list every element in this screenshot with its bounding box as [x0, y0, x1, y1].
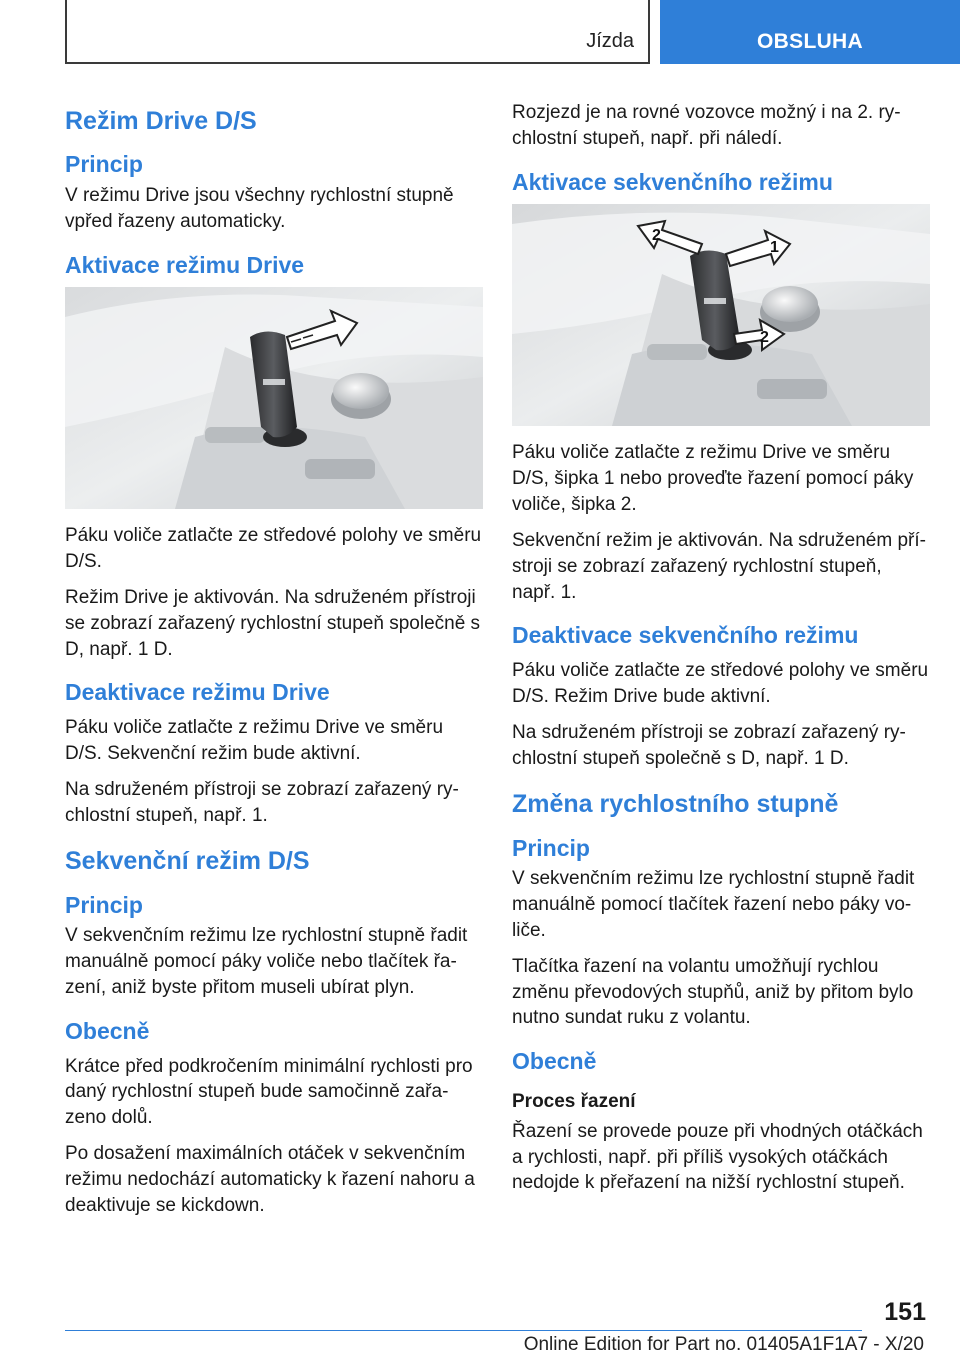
arrow-label-2-bottom: 2 [760, 329, 769, 347]
activate-seq-text: Sekvenční režim je aktivován. Na sdruženém přístroji se zobrazí zařazený rychlostní stupeň, např. 1. [512, 529, 926, 603]
heading-sequential-mode: Sekvenční režim D/S [65, 847, 310, 876]
page-number: 151 [884, 1298, 926, 1326]
chapter-title: Jízda [586, 30, 634, 52]
change-princip-text-2: Tlačítka řazení na volantu umožňují rychlou změnu převodových stupňů, aniž by přitom bylo nutno sundat ruku z volantu. [512, 955, 914, 1029]
obecne-text-2: Po dosažení maximálních otáček v sekvenčním režimu nedochází automaticky k řazení nahoru a deaktivuje se kickdown. [65, 1143, 475, 1216]
left-column [65, 100, 483, 1229]
activate-seq-caption: Páku voliče zatlačte z režimu Drive ve směru D/S, šipka 1 nebo proveďte řazení pomocí páky voliče, šipka 2. [512, 442, 914, 516]
intro-text: Rozjezd je na rovné vozovce možný i na 2. rychlostní stupeň, např. při náledí. [512, 102, 901, 149]
deactivate-drive-text-1: Páku voliče zatlačte z režimu Drive ve směru D/S. Sekvenční režim bude aktivní. [65, 717, 444, 764]
obecne-text-1: Krátce před podkročením minimální rychlosti pro daný rychlostní stupeň bude samočinně zařazeno dolů. [65, 1055, 473, 1129]
gear-selector-photo-sequential [512, 204, 930, 426]
section-tab[interactable] [660, 0, 960, 64]
change-princip-text-1: V sekvenčním režimu lze rychlostní stupně řadit manuálně pomocí tlačítek řazení nebo páky voliče. [512, 868, 915, 941]
edition-footer: Online Edition for Part no. 01405A1F1A7 - X/20 [523, 1334, 924, 1355]
activate-drive-text: Režim Drive je aktivován. Na sdruženém přístroji se zobrazí zařazený rychlostní stupeň společně s D, např. 1 D. [65, 586, 481, 660]
heading-deactivate-drive: Deaktivace režimu Drive [65, 679, 330, 706]
heading-proces-razeni: Proces řazení [512, 1091, 636, 1112]
header-frame [65, 0, 650, 64]
heading-seq-princip: Princip [65, 891, 143, 918]
heading-activate-sequential: Aktivace sekvenčního režimu [512, 168, 833, 195]
drive-princip-text: V režimu Drive jsou všechny rychlostní stupně vpřed řazeny automaticky. [65, 184, 454, 232]
arrow-label-2-top: 2 [652, 227, 661, 245]
gear-selector-photo-drive [65, 287, 483, 509]
heading-activate-drive: Aktivace režimu Drive [65, 251, 305, 278]
activate-drive-caption: Páku voliče zatlačte ze středové polohy ve směru D/S. [65, 525, 482, 573]
heading-drive-mode: Režim Drive D/S [65, 107, 257, 135]
proces-text: Řazení se provede pouze při vhodných otáčkách a rychlosti, např. při příliš vysokých otáčkách nedojde k přeřazení na nižší rychlostní stupeň. [512, 1120, 923, 1194]
deactivate-seq-text-2: Na sdruženém přístroji se zobrazí zařazený rychlostní stupeň společně s D, např. 1 D. [512, 721, 906, 769]
deactivate-drive-text-2: Na sdruženém přístroji se zobrazí zařazený rychlostní stupeň, např. 1. [65, 778, 459, 826]
seq-princip-text: V sekvenčním režimu lze rychlostní stupně řadit manuálně pomocí páky voliče nebo tlačítek řazení, aniž byste přitom museli ubírat plyn. [65, 925, 468, 998]
arrow-label-1: 1 [770, 239, 779, 257]
heading-change-princip: Princip [512, 834, 590, 861]
right-column [512, 100, 930, 1206]
heading-deactivate-sequential: Deaktivace sekvenčního režimu [512, 622, 859, 649]
footer-divider [65, 1330, 862, 1331]
heading-obecne-left: Obecně [65, 1017, 150, 1044]
deactivate-seq-text-1: Páku voliče zatlačte ze středové polohy ve směru D/S. Režim Drive bude aktivní. [512, 660, 929, 707]
heading-gear-change: Změna rychlostního stupně [512, 790, 839, 819]
heading-drive-princip: Princip [65, 151, 143, 178]
section-tab-label: OBSLUHA [757, 30, 863, 53]
heading-obecne-right: Obecně [512, 1048, 597, 1075]
